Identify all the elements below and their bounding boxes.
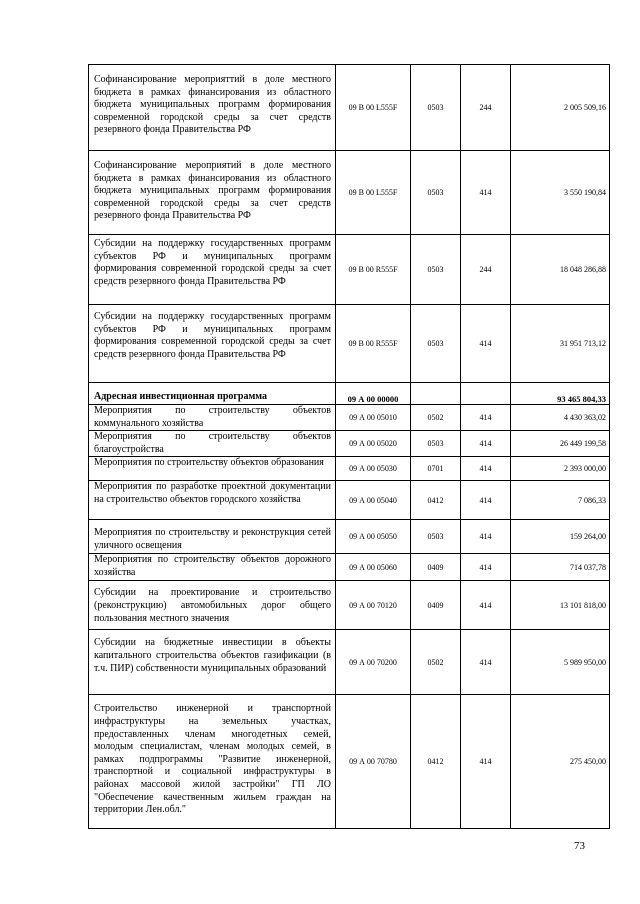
target-code-cell: 09 B 00 L555F [336,65,411,151]
expense-type-cell: 414 [461,695,511,829]
table-row [89,630,610,695]
expense-type-cell: 414 [461,405,511,431]
section-code-cell: 0502 [411,405,461,431]
section-code-cell: 0503 [411,431,461,457]
table-row [89,695,610,829]
amount-cell: 31 951 713,12 [511,305,610,383]
target-code-cell: 09 B 00 R555F [336,235,411,305]
target-code-cell: 09 А 00 70780 [336,695,411,829]
section-code-cell: 0409 [411,554,461,581]
amount-cell: 93 465 804,33 [511,383,610,405]
row-name-cell: Софинансирование мероприяттий в доле местного бюджета в рамках финансирования из областного бюджета муниципальных программ формирования современной городской среды за счет средств резервного фонда Правительства РФ [89,65,336,151]
amount-cell: 18 048 286,88 [511,235,610,305]
section-code-cell: 0409 [411,581,461,630]
expense-type-cell: 414 [461,520,511,554]
section-code-cell: 0412 [411,695,461,829]
section-code-cell: 0503 [411,65,461,151]
table-row [89,405,610,431]
expense-type-cell [461,383,511,405]
table-row [89,481,610,520]
table-row [89,581,610,630]
amount-cell: 4 430 363,02 [511,405,610,431]
target-code-cell: 09 А 00 05050 [336,520,411,554]
expense-type-cell: 414 [461,554,511,581]
amount-cell: 2 005 509,16 [511,65,610,151]
table-row [89,457,610,481]
amount-cell: 13 101 818,00 [511,581,610,630]
row-name-cell: Строительство инженерной и транспортной инфраструктуры на земельных участках, предоставленных членам многодетных семей, молодым специалистам, членам молодых семей, в рамках подпрограммы "Развитие инженерной, транспортной и социальной инфраструктуры в районах массовой жилой застройки" ГП ЛО "Обеспечение качественным жильем граждан на территории Лен.обл." [89,695,336,829]
amount-cell: 26 449 199,58 [511,431,610,457]
table-row [89,65,610,151]
budget-table [88,64,610,829]
table-row [89,151,610,235]
expense-type-cell: 414 [461,305,511,383]
expense-type-cell: 244 [461,65,511,151]
expense-type-cell: 414 [461,481,511,520]
expense-type-cell: 414 [461,431,511,457]
expense-type-cell: 414 [461,581,511,630]
table-row [89,520,610,554]
row-name-cell: Мероприятия по строительству объектов благоустройства [89,431,336,457]
target-code-cell: 09 А 00 70120 [336,581,411,630]
target-code-cell: 09 А 00 05030 [336,457,411,481]
row-name-cell: Мероприятия по строительству объектов дорожного хозяйства [89,554,336,581]
budget-table-body [89,65,610,829]
amount-cell: 714 037,78 [511,554,610,581]
row-name-cell: Субсидии на поддержку государственных программ субъектов РФ и муниципальных программ формирования современной городской среды за счет средств резервного фонда Правительства РФ [89,305,336,383]
row-name-cell: Субсидии на поддержку государственных программ субъектов РФ и муниципальных программ формирования современной городской среды за счет средств резервного фонда Правительства РФ [89,235,336,305]
target-code-cell: 09 B 00 R555F [336,305,411,383]
expense-type-cell: 244 [461,235,511,305]
amount-cell: 2 393 000,00 [511,457,610,481]
table-row [89,554,610,581]
group-name-cell: Адресная инвестиционная программа [89,383,336,405]
row-name-cell: Мероприятия по разработке проектной документации на строительство объектов городского хозяйства [89,481,336,520]
amount-cell: 275 450,00 [511,695,610,829]
section-code-cell: 0701 [411,457,461,481]
section-code-cell: 0412 [411,481,461,520]
target-code-cell: 09 А 00 05060 [336,554,411,581]
target-code-cell: 09 B 00 L555F [336,151,411,235]
row-name-cell: Мероприятия по строительству объектов коммунального хозяйства [89,405,336,431]
section-code-cell: 0503 [411,305,461,383]
row-name-cell: Мероприятия по строительству и реконструкция сетей уличного освещения [89,520,336,554]
target-code-cell: 09 А 00 05040 [336,481,411,520]
section-code-cell: 0503 [411,235,461,305]
row-name-cell: Мероприятия по строительству объектов образования [89,457,336,481]
expense-type-cell: 414 [461,457,511,481]
section-code-cell: 0503 [411,151,461,235]
amount-cell: 7 086,33 [511,481,610,520]
section-code-cell [411,383,461,405]
row-name-cell: Субсидии на бюджетные инвестиции в объекты капитального строительства объектов газификации (в т.ч. ПИР) собственности муниципальных образований [89,630,336,695]
section-code-cell: 0502 [411,630,461,695]
table-row-group-total [89,383,610,405]
target-code-cell: 09 А 00 05010 [336,405,411,431]
target-code-cell: 09 А 00 00000 [336,383,411,405]
target-code-cell: 09 А 00 70200 [336,630,411,695]
section-code-cell: 0503 [411,520,461,554]
table-row [89,431,610,457]
amount-cell: 3 550 190,84 [511,151,610,235]
page-number: 73 [574,840,585,852]
amount-cell: 5 989 950,00 [511,630,610,695]
table-row [89,305,610,383]
expense-type-cell: 414 [461,630,511,695]
amount-cell: 159 264,00 [511,520,610,554]
row-name-cell: Софинансирование мероприятий в доле местного бюджета в рамках финансирования из областного бюджета муниципальных программ формирования современной городской среды за счет средств резервного фонда Правительства РФ [89,151,336,235]
row-name-cell: Субсидии на проектирование и строительство (реконструкцию) автомобильных дорог общего пользования местного значения [89,581,336,630]
expense-type-cell: 414 [461,151,511,235]
target-code-cell: 09 А 00 05020 [336,431,411,457]
table-row [89,235,610,305]
